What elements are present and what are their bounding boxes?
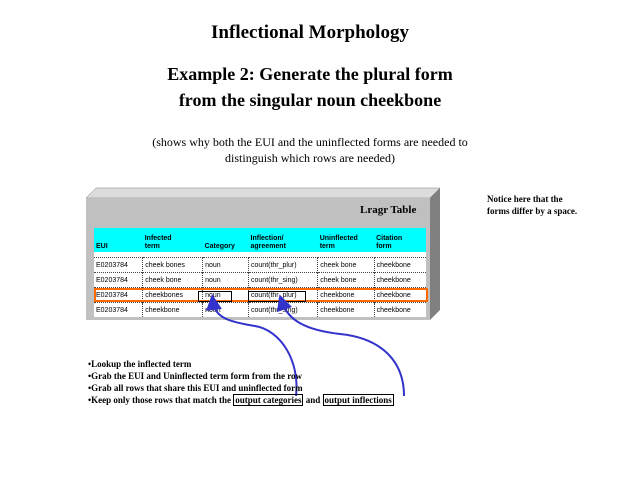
header-citation-form: Citation form	[374, 228, 426, 252]
step-3: •Grab all rows that share this EUI and uninflected form	[88, 383, 303, 393]
step-4	[88, 394, 468, 406]
cell-uninflected-term: cheek bone	[318, 258, 374, 273]
cell-inflection: count(thr_sing)	[249, 273, 318, 288]
side-note-line-1: Notice here that the	[487, 194, 563, 204]
output-categories-box: output categories	[235, 395, 302, 405]
side-note-line-2: forms differ by a space.	[487, 206, 578, 216]
side-note	[487, 193, 607, 217]
panel-top-face	[86, 188, 440, 198]
example-line-2: from the singular noun cheekbone	[178, 90, 442, 110]
cell-uninflected-term: cheekbone	[318, 288, 374, 303]
note-line-1: (shows why both the EUI and the uninflected forms are needed to	[152, 135, 468, 149]
cell-category: noun	[203, 288, 249, 303]
note-line-2: distinguish which rows are needed)	[225, 151, 395, 165]
cell-eui: E0203784	[94, 303, 143, 318]
cell-category: noun	[203, 258, 249, 273]
example-line-1: Example 2: Generate the plural form	[167, 64, 453, 84]
step-4-mid: and	[303, 395, 323, 405]
lragr-table	[94, 228, 426, 317]
cell-inflected-term: cheek bones	[143, 258, 203, 273]
header-inflected-term: Infected term	[143, 228, 203, 252]
header-inflection-agreement: Inflection/ agreement	[249, 228, 318, 252]
table-row	[94, 258, 426, 273]
cell-citation-form: cheekbone	[374, 258, 426, 273]
output-inflections-box: output inflections	[324, 395, 392, 405]
cell-inflected-term: cheekbones	[143, 288, 203, 303]
step-4-prefix: •Keep only those rows that match the	[88, 395, 234, 405]
cell-citation-form: cheekbone	[374, 303, 426, 318]
cell-category: noun	[203, 273, 249, 288]
cell-inflected-term: cheekbone	[143, 303, 203, 318]
header-uninflected-term: Uninflected term	[318, 228, 374, 252]
cell-inflected-term: cheek bone	[143, 273, 203, 288]
cell-eui: E0203784	[94, 288, 143, 303]
cell-citation-form: cheekbone	[374, 288, 426, 303]
table-row-highlighted	[94, 288, 426, 303]
cell-uninflected-term: cheek bone	[318, 273, 374, 288]
slide-title: Inflectional Morphology	[211, 22, 409, 43]
cell-inflection: count(thr_plur)	[249, 258, 318, 273]
panel-right-face	[430, 188, 440, 320]
step-1: •Lookup the inflected term	[88, 359, 192, 369]
cell-eui: E0203784	[94, 273, 143, 288]
step-2: •Grab the EUI and Uninflected term form from the row	[88, 371, 303, 381]
example-heading	[0, 61, 620, 113]
cell-inflection: count(thr_sing)	[249, 303, 318, 318]
table-row	[94, 273, 426, 288]
steps-list	[88, 358, 468, 406]
header-category: Category	[203, 228, 249, 252]
cell-inflection: count(thr_plur)	[249, 288, 318, 303]
cell-category: noun	[203, 303, 249, 318]
explanation-note	[110, 134, 510, 166]
table-header-row	[94, 228, 426, 252]
cell-citation-form: cheekbone	[374, 273, 426, 288]
cell-uninflected-term: cheekbone	[318, 303, 374, 318]
table-label: Lragr Table	[360, 204, 417, 216]
header-eui: EUI	[94, 228, 143, 252]
table-row	[94, 303, 426, 318]
cell-eui: E0203784	[94, 258, 143, 273]
